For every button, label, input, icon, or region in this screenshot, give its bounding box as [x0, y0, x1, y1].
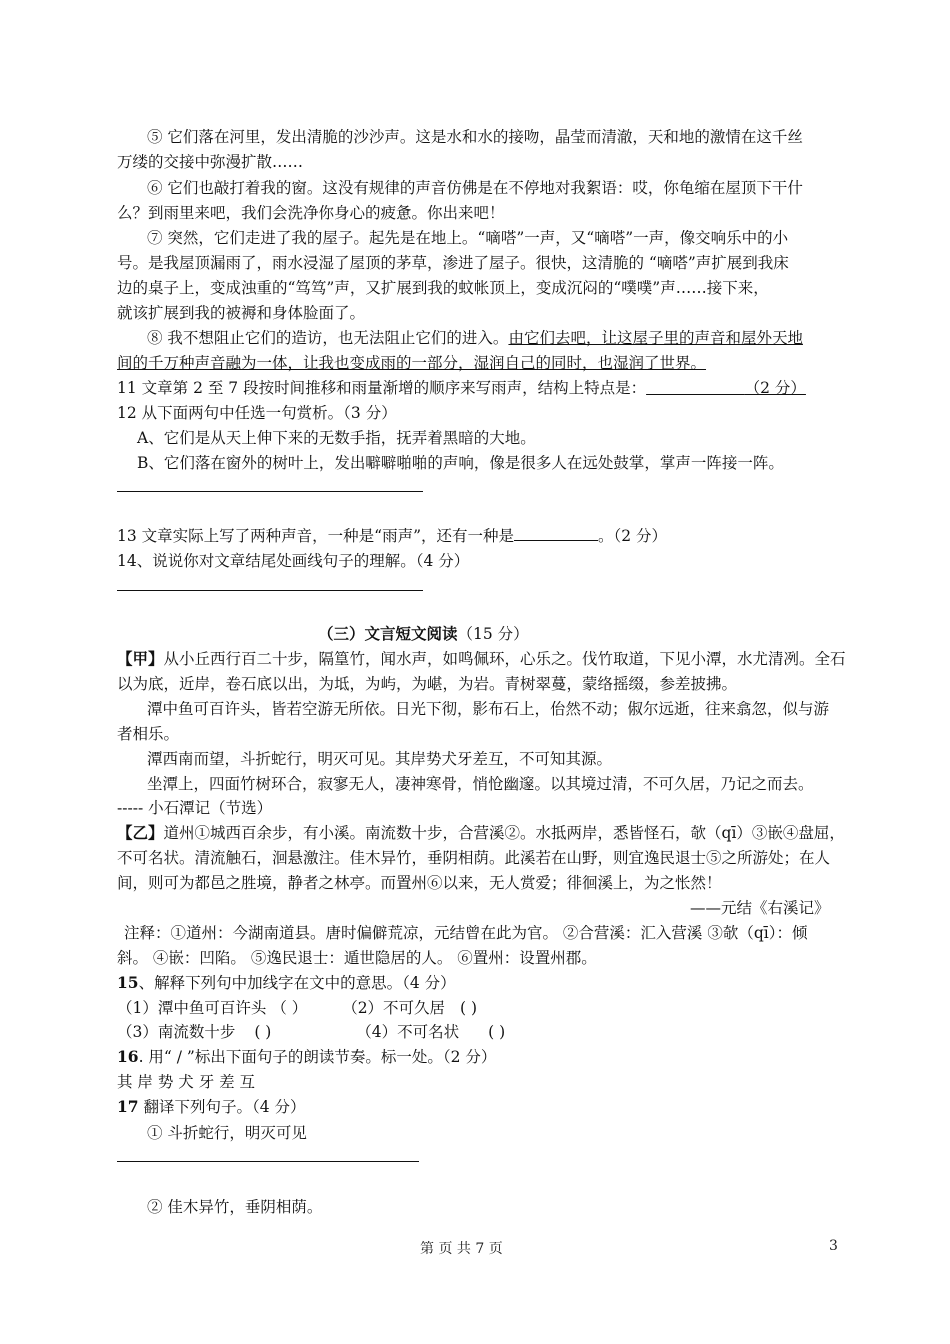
passage-yi-tag: 【乙】	[117, 823, 164, 842]
passage-jia-line-4: 者相乐。	[117, 725, 180, 743]
question-15-text: 、解释下列句中加线字在文中的意思。（4 分）	[138, 974, 456, 992]
question-17-text: 翻译下列句子。（4 分）	[138, 1098, 306, 1116]
question-11-answer-blank[interactable]	[646, 379, 806, 397]
question-13-answer-blank[interactable]	[514, 526, 598, 541]
paragraph-7-line-4: 就该扩展到我的被褥和身体脸面了。	[117, 304, 366, 322]
annotation-line-2: 斜。 ④嵌：凹陷。 ⑤逸民退士：遁世隐居的人。 ⑥置州：设置州郡。	[117, 949, 597, 967]
question-15-item-2: （2）不可久居	[342, 999, 446, 1017]
page-number: 3	[829, 1238, 838, 1254]
question-11-score: （2 分）	[744, 379, 806, 397]
passage-yi-line-2: 不可名状。清流触石，洄悬激注。佳木异竹，垂阴相荫。此溪若在山野，则宜逸民退士⑤之所游处；在人	[117, 849, 831, 867]
section-3-score: （15 分）	[457, 625, 529, 643]
question-15-item-4-blank[interactable]: ( )	[488, 1023, 506, 1041]
question-11-text: 11 文章第 2 至 7 段按时间推移和雨量渐增的顺序来写雨声，结构上特点是：	[117, 379, 647, 397]
question-12-answer-line[interactable]	[117, 491, 423, 492]
passage-jia-tag: 【甲】	[117, 649, 164, 668]
question-13	[117, 525, 839, 547]
paragraph-7-line-1: ⑦ 突然，它们走进了我的屋子。起先是在地上。“嘀嗒”一声，又“嘀嗒”一声，像交响乐中的小	[147, 229, 789, 247]
passage-yi-text: 道州①城西百余步，有小溪。南流数十步，合营溪②。水抵两岸，悉皆怪石，欹（qī）③嵌④盘屈，	[163, 824, 845, 842]
passage-jia-line-1	[117, 648, 846, 670]
question-15-item-3-blank[interactable]: ( )	[254, 1023, 272, 1041]
passage-jia-source: ----- 小石潭记（节选）	[117, 799, 273, 817]
underlined-sentence-part-1: 由它们去吧，让这屋子里的声音和屋外天地	[508, 329, 803, 347]
question-12: 12 从下面两句中任选一句赏析。（3 分）	[117, 404, 397, 422]
question-17-number: 17	[117, 1097, 139, 1116]
paragraph-5-line-2: 万缕的交接中弥漫扩散……	[117, 153, 304, 171]
paragraph-7-line-2: 号。是我屋顶漏雨了，雨水浸湿了屋顶的茅草，渗进了屋子。很快，这清脆的 “嘀嗒”声扩展到我床	[117, 254, 789, 272]
question-15-number: 15	[117, 973, 139, 992]
question-17-answer-line[interactable]	[117, 1161, 419, 1162]
annotation-line-1: 注释：①道州：今湖南道县。唐时偏僻荒凉，元结曾在此为官。 ②合营溪：汇入营溪 ③欹（qī）：倾	[124, 924, 808, 942]
passage-yi-line-3: 间，则可为都邑之胜境，静者之林亭。而置州⑥以来，无人赏爱；徘徊溪上，为之怅然！	[117, 874, 722, 892]
paragraph-6-line-1: ⑥ 它们也敲打着我的窗。这没有规律的声音仿佛是在不停地对我絮语：哎，你龟缩在屋顶下干什	[147, 179, 803, 197]
question-16	[117, 1046, 839, 1068]
question-15	[117, 972, 839, 994]
paragraph-8-plain: ⑧ 我不想阻止它们的造访，也无法阻止它们的进入。	[147, 329, 509, 347]
paragraph-5-line-1: ⑤ 它们落在河里，发出清脆的沙沙声。这是水和水的接吻，晶莹而清澈，天和地的激情在这千丝	[147, 128, 803, 146]
question-14: 14、说说你对文章结尾处画线句子的理解。（4 分）	[117, 552, 470, 570]
question-15-row-1	[117, 997, 839, 1019]
passage-yi-source: ——元结《右溪记》	[690, 899, 830, 917]
question-16-number: 16	[117, 1047, 139, 1066]
passage-jia-line-6: 坐潭上，四面竹树环合，寂寥无人，凄神寒骨，悄怆幽邃。以其境过清，不可久居，乃记之而去。	[147, 775, 814, 793]
section-3-heading	[318, 623, 529, 645]
question-15-item-1: （1）潭中鱼可百许头	[117, 999, 267, 1017]
underlined-sentence-part-2: 间的千万种声音融为一体，让我也变成雨的一部分，湿润自己的同时，也湿润了世界。	[117, 354, 707, 372]
passage-jia-line-2: 以为底，近岸，卷石底以出，为坻，为屿，为嵁，为岩。青树翠蔓，蒙络摇缀，参差披拂。	[117, 675, 738, 693]
passage-jia-text: 从小丘西行百二十步，隔篁竹，闻水声，如鸣佩环，心乐之。伐竹取道，下见小潭，水尤清冽。全石	[163, 650, 846, 668]
passage-jia-line-3: 潭中鱼可百许头，皆若空游无所依。日光下彻，影布石上，佁然不动；俶尔远逝，往来翕忽，似与游	[147, 700, 830, 718]
question-17-item-2: ② 佳木异竹，垂阴相荫。	[147, 1198, 323, 1216]
question-11	[117, 377, 839, 399]
page-footer: 第 页 共 7 页	[420, 1241, 503, 1257]
section-3-title: （三）文言短文阅读	[318, 624, 458, 643]
question-13-text: 13 文章实际上写了两种声音，一种是“雨声”，还有一种是	[117, 527, 515, 545]
question-15-item-1-blank[interactable]: （ ）	[271, 999, 308, 1017]
question-15-row-2	[117, 1021, 839, 1043]
question-17	[117, 1096, 839, 1118]
question-14-answer-line[interactable]	[117, 590, 423, 591]
question-15-item-4: （4）不可名状	[356, 1023, 460, 1041]
question-12-option-b: B、它们落在窗外的树叶上，发出噼噼啪啪的声响，像是很多人在远处鼓掌，掌声一阵接一阵。	[137, 454, 784, 472]
paragraph-8-line-1	[147, 327, 803, 349]
passage-jia-line-5: 潭西南而望，斗折蛇行，明灭可见。其岸势犬牙差互，不可知其源。	[147, 750, 613, 768]
paragraph-7-line-3: 边的桌子上，变成浊重的“笃笃”声，又扩展到我的蚊帐顶上，变成沉闷的“噗噗”声……接下来，	[117, 279, 769, 297]
question-16-sentence: 其 岸 势 犬 牙 差 互	[117, 1073, 256, 1091]
question-15-item-2-blank[interactable]: ( )	[460, 999, 478, 1017]
passage-yi-line-1	[117, 822, 845, 844]
question-15-item-3: （3）南流数十步	[117, 1023, 236, 1041]
question-13-score: 。（2 分）	[598, 527, 668, 545]
question-17-item-1: ① 斗折蛇行，明灭可见	[147, 1124, 307, 1142]
question-16-text: . 用“ / ”标出下面句子的朗读节奏。标一处。（2 分）	[138, 1048, 497, 1066]
question-12-option-a: A、它们是从天上伸下来的无数手指，抚弄着黑暗的大地。	[137, 429, 536, 447]
paragraph-6-line-2: 么？到雨里来吧，我们会洗净你身心的疲惫。你出来吧！	[117, 204, 505, 222]
